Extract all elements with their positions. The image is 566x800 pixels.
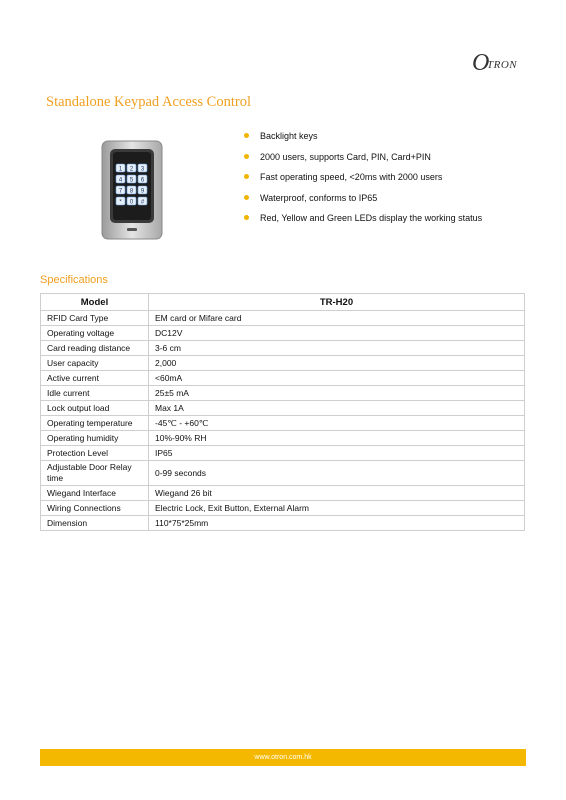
footer-website: www.otron.com.hk xyxy=(254,754,312,761)
table-row xyxy=(41,446,525,461)
feature-item xyxy=(244,188,482,209)
bullet-icon xyxy=(244,174,249,179)
footer-bar xyxy=(40,749,526,766)
table-row xyxy=(41,371,525,386)
spec-value: 10%-90% RH xyxy=(149,431,525,446)
spec-value: 3-6 cm xyxy=(149,341,525,356)
keypad-key-label: 4 xyxy=(118,177,123,184)
specifications-table xyxy=(40,293,525,531)
header-model-value: TR-H20 xyxy=(149,294,525,311)
feature-text: Backlight keys xyxy=(260,131,318,141)
bullet-icon xyxy=(244,133,249,138)
header-model-label: Model xyxy=(41,294,149,311)
spec-value: -45℃ - +60℃ xyxy=(149,416,525,431)
spec-value: 0-99 seconds xyxy=(149,461,525,486)
spec-value: <60mA xyxy=(149,371,525,386)
keypad-key-label: 8 xyxy=(129,188,134,195)
logo-text: TRON xyxy=(487,59,518,71)
feature-text: Red, Yellow and Green LEDs display the working status xyxy=(260,213,483,223)
feature-list xyxy=(244,126,482,229)
page-title: Standalone Keypad Access Control xyxy=(46,94,251,110)
table-row xyxy=(41,501,525,516)
keypad-key-label: 7 xyxy=(118,188,123,195)
spec-label: RFID Card Type xyxy=(41,311,149,326)
table-row xyxy=(41,341,525,356)
table-row xyxy=(41,431,525,446)
table-row xyxy=(41,386,525,401)
keypad-key-label: * xyxy=(119,199,122,206)
otron-logo xyxy=(472,50,532,76)
spec-label: User capacity xyxy=(41,356,149,371)
specifications-heading: Specifications xyxy=(40,274,108,286)
spec-value: 110*75*25mm xyxy=(149,516,525,531)
feature-text: 2000 users, supports Card, PIN, Card+PIN xyxy=(260,151,431,162)
spec-value: Electric Lock, Exit Button, External Alarm xyxy=(149,501,525,516)
feature-item xyxy=(244,126,482,147)
bullet-icon xyxy=(244,154,249,159)
spec-label: Operating voltage xyxy=(41,326,149,341)
spec-value: 2,000 xyxy=(149,356,525,371)
keypad-key-label: 1 xyxy=(118,166,123,173)
keypad-key-label: # xyxy=(140,199,145,206)
table-header-row xyxy=(41,294,525,311)
bullet-icon xyxy=(244,195,249,200)
spec-label: Operating humidity xyxy=(41,431,149,446)
spec-value: IP65 xyxy=(149,446,525,461)
keypad-key-label: 2 xyxy=(129,166,134,173)
spec-label: Active current xyxy=(41,371,149,386)
spec-label: Card reading distance xyxy=(41,341,149,356)
table-row xyxy=(41,401,525,416)
spec-label: Dimension xyxy=(41,516,149,531)
spec-value: 25±5 mA xyxy=(149,386,525,401)
feature-item xyxy=(244,147,482,168)
table-row xyxy=(41,356,525,371)
logo-initial: O xyxy=(472,50,490,76)
bullet-icon xyxy=(244,215,249,220)
keypad-device-image xyxy=(101,140,163,240)
spec-value: Wiegand 26 bit xyxy=(149,486,525,501)
table-row xyxy=(41,326,525,341)
spec-label: Operating temperature xyxy=(41,416,149,431)
keypad-key-label: 6 xyxy=(140,177,145,184)
table-row xyxy=(41,486,525,501)
feature-text: Waterproof, conforms to IP65 xyxy=(260,192,378,203)
spec-label: Idle current xyxy=(41,386,149,401)
keypad-key-label: 0 xyxy=(129,199,134,206)
table-row xyxy=(41,311,525,326)
table-row xyxy=(41,461,525,486)
spec-label: Adjustable Door Relay time xyxy=(41,461,149,486)
spec-value: EM card or Mifare card xyxy=(149,311,525,326)
spec-label: Wiring Connections xyxy=(41,501,149,516)
feature-item xyxy=(244,208,482,229)
spec-label: Wiegand Interface xyxy=(41,486,149,501)
keypad-key-label: 3 xyxy=(140,166,145,173)
feature-item xyxy=(244,167,482,188)
spec-label: Protection Level xyxy=(41,446,149,461)
feature-text: Fast operating speed, <20ms with 2000 users xyxy=(260,172,443,182)
spec-label: Lock output load xyxy=(41,401,149,416)
spec-value: DC12V xyxy=(149,326,525,341)
keypad-key-label: 5 xyxy=(129,177,134,184)
spec-value: Max 1A xyxy=(149,401,525,416)
table-row xyxy=(41,516,525,531)
table-row xyxy=(41,416,525,431)
keypad-key-label: 9 xyxy=(140,188,145,195)
